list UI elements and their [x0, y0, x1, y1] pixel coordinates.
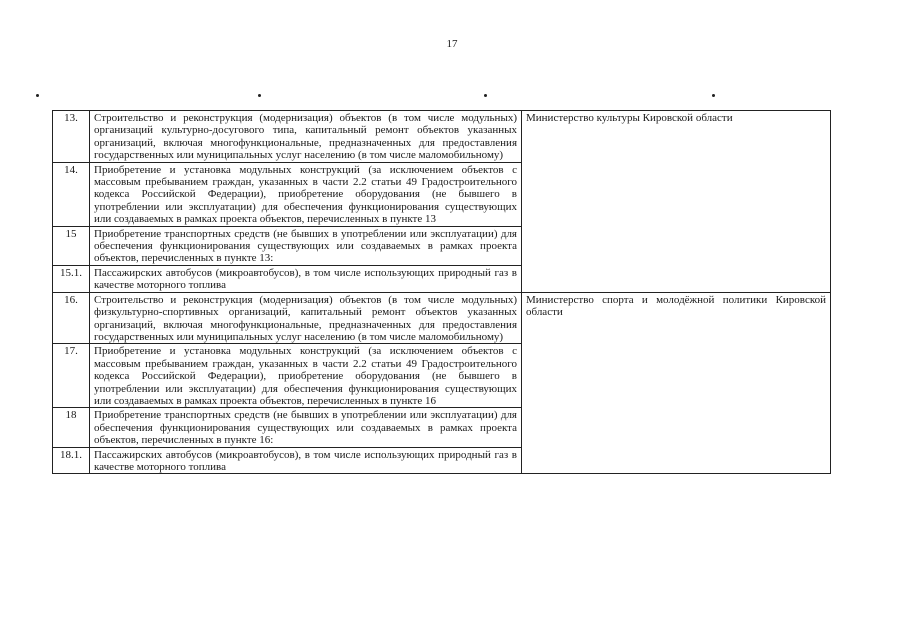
row-description: Приобретение транспортных средств (не бывших в употреблении или эксплуатации) для обеспечения функционирования существующих или создаваемых в рамках проекта объектов, перечисленных в пункте 13:	[90, 226, 522, 265]
row-description: Строительство и реконструкция (модернизация) объектов (в том числе модульных) физкультурно-спортивных организаций, капитальный ремонт объектов указанных организаций, включая многофункциональные, предназначенных для предоставления государственных или муниципальных услуг населению (в том числе маломобильному)	[90, 292, 522, 344]
scan-dot	[712, 94, 715, 97]
scan-dot	[258, 94, 261, 97]
scan-dot	[36, 94, 39, 97]
row-number: 15.1.	[53, 265, 90, 292]
row-description: Приобретение транспортных средств (не бывших в употреблении или эксплуатации) для обеспечения функционирования существующих или создаваемых в рамках проекта объектов, перечисленных в пункте 16:	[90, 408, 522, 447]
scan-dot	[484, 94, 487, 97]
row-number: 17.	[53, 344, 90, 408]
table-row	[53, 292, 831, 344]
row-description: Строительство и реконструкция (модернизация) объектов (в том числе модульных) организаций культурно-досугового типа, капитальный ремонт объектов указанных организаций, включая многофункциональные, предназначенных для предоставления государственных или муниципальных услуг населению (в том числе маломобильному)	[90, 111, 522, 163]
row-description: Приобретение и установка модульных конструкций (за исключением объектов с массовым пребыванием граждан, указанных в части 2.2 статьи 49 Градостроительного кодекса Российской Федерации), приобретение оборудования (не бывшего в употреблении или эксплуатации) для обеспечения функционирования существующих или создаваемых в рамках проекта объектов, перечисленных в пункте 16	[90, 344, 522, 408]
table-row	[53, 111, 831, 163]
page-number: 17	[446, 38, 458, 50]
row-number: 15	[53, 226, 90, 265]
row-number: 18	[53, 408, 90, 447]
row-number: 16.	[53, 292, 90, 344]
responsible-ministry: Министерство культуры Кировской области	[522, 111, 831, 293]
row-number: 18.1.	[53, 447, 90, 474]
row-description: Пассажирских автобусов (микроавтобусов), в том числе использующих природный газ в качестве моторного топлива	[90, 265, 522, 292]
measures-table	[52, 110, 831, 474]
responsible-ministry: Министерство спорта и молодёжной политики Кировской области	[522, 292, 831, 474]
row-description: Пассажирских автобусов (микроавтобусов), в том числе использующих природный газ в качестве моторного топлива	[90, 447, 522, 474]
row-number: 14.	[53, 162, 90, 226]
row-description: Приобретение и установка модульных конструкций (за исключением объектов с массовым пребыванием граждан, указанных в части 2.2 статьи 49 Градостроительного кодекса Российской Федерации), приобретение оборудования (не бывшего в употреблении или эксплуатации) для обеспечения функционирования существующих или создаваемых в рамках проекта объектов, перечисленных в пункте 13	[90, 162, 522, 226]
row-number: 13.	[53, 111, 90, 163]
